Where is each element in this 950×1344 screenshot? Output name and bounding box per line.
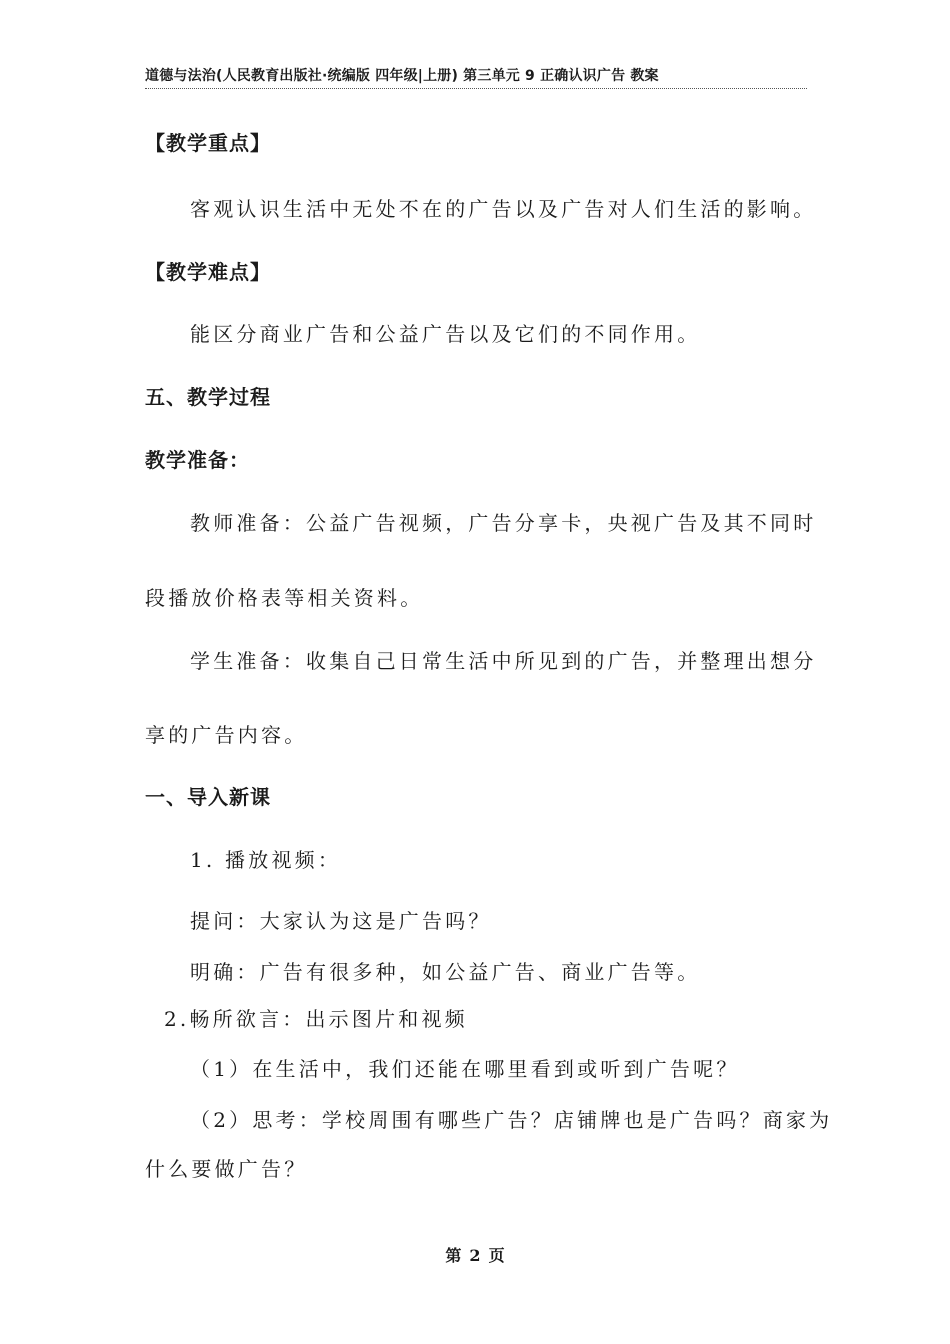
sub-question-1: （1）在生活中，我们还能在哪里看到或听到广告呢？ (190, 1057, 740, 1081)
sub-question-2-line-1: （2）思考：学校周围有哪些广告？店铺牌也是广告吗？商家为 (190, 1108, 833, 1132)
student-prep-line-2: 享的广告内容。 (145, 723, 308, 747)
sub-question-2-line-2: 什么要做广告？ (145, 1157, 308, 1181)
teacher-prep-line-1: 教师准备：公益广告视频，广告分享卡，央视广告及其不同时 (190, 511, 817, 535)
page-number: 2 (469, 1246, 481, 1265)
page-header: 道德与法治(人民教育出版社·统编版 四年级|上册) 第三单元 9 正确认识广告 教案 (145, 66, 807, 89)
student-prep-line-1: 学生准备：收集自己日常生活中所见到的广告，并整理出想分 (190, 649, 817, 673)
key-point-text: 客观认识生活中无处不在的广告以及广告对人们生活的影响。 (190, 197, 817, 221)
footer-suffix: 页 (488, 1246, 505, 1265)
page-footer (0, 1243, 950, 1266)
step-2: 2.畅所欲言：出示图片和视频 (164, 1007, 468, 1031)
intro-heading: 一、导入新课 (145, 785, 271, 809)
step-1: 1. 播放视频： (190, 848, 342, 872)
prep-heading: 教学准备： (145, 448, 250, 472)
key-point-heading: 【教学重点】 (145, 131, 271, 155)
process-heading: 五、教学过程 (145, 385, 271, 409)
teacher-prep-line-2: 段播放价格表等相关资料。 (145, 586, 424, 610)
difficulty-heading: 【教学难点】 (145, 260, 271, 284)
clarify-1: 明确：广告有很多种，如公益广告、商业广告等。 (190, 960, 701, 984)
footer-prefix: 第 (445, 1246, 462, 1265)
difficulty-text: 能区分商业广告和公益广告以及它们的不同作用。 (190, 322, 701, 346)
question-1: 提问：大家认为这是广告吗？ (190, 909, 492, 933)
